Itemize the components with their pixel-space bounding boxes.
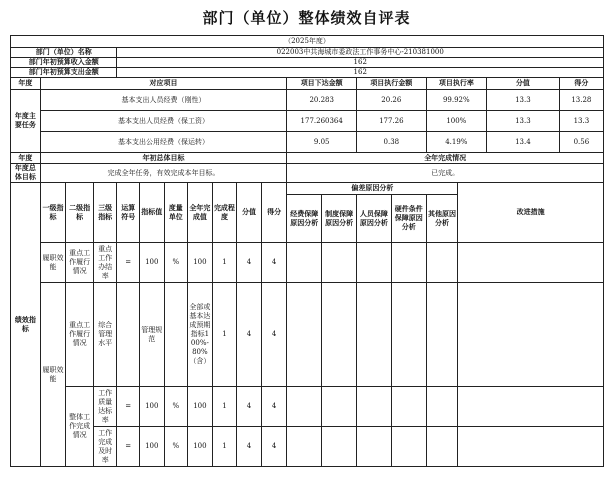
expense-label: 部门年初预算支出金额 bbox=[11, 68, 117, 78]
tasks-header-project: 对应项目 bbox=[40, 78, 287, 90]
dev-system-cell bbox=[322, 387, 357, 427]
task-rate: 99.92% bbox=[426, 90, 486, 111]
measures-cell bbox=[458, 243, 604, 283]
ind-operator: = bbox=[117, 387, 140, 427]
ind-done: 100 bbox=[188, 243, 213, 283]
measures-cell bbox=[458, 427, 604, 467]
task-rate: 4.19% bbox=[426, 132, 486, 153]
tasks-header-rate: 项目执行率 bbox=[426, 78, 486, 90]
task-points: 13.3 bbox=[487, 90, 560, 111]
ind-degree: 1 bbox=[212, 243, 237, 283]
dept-label: 部门（单位）名称 bbox=[11, 48, 117, 58]
dev-other-cell bbox=[426, 243, 458, 283]
task-rate: 100% bbox=[426, 111, 486, 132]
indicators-section-label: 绩效指标 bbox=[11, 183, 41, 467]
ind-header-unit: 度量单位 bbox=[164, 183, 188, 243]
dev-funding-cell bbox=[287, 283, 322, 387]
task-points: 13.4 bbox=[487, 132, 560, 153]
dept-value: 022003中共海城市委政法工作事务中心-210381000 bbox=[117, 48, 604, 58]
ind-header-operator: 运算符号 bbox=[117, 183, 140, 243]
income-row bbox=[11, 58, 604, 68]
goals-row bbox=[11, 164, 604, 183]
dev-funding-header: 经费保障原因分析 bbox=[287, 195, 322, 243]
dev-other-cell bbox=[426, 387, 458, 427]
evaluation-table bbox=[10, 35, 604, 467]
dev-system-cell bbox=[322, 283, 357, 387]
ind-degree: 1 bbox=[212, 283, 237, 387]
ind-done: 100 bbox=[188, 387, 213, 427]
dev-other-cell bbox=[426, 427, 458, 467]
dev-staff-header: 人员保障原因分析 bbox=[357, 195, 392, 243]
dev-staff-cell bbox=[357, 243, 392, 283]
tasks-header-score: 得分 bbox=[559, 78, 603, 90]
task-row bbox=[11, 132, 604, 153]
dept-row bbox=[11, 48, 604, 58]
ind-score: 4 bbox=[261, 283, 287, 387]
year-row bbox=[11, 36, 604, 48]
ind-level3: 工作完成及时率 bbox=[93, 427, 117, 467]
dev-hardware-header: 硬件条件保障原因分析 bbox=[391, 195, 426, 243]
goals-section-label: 年度总体目标 bbox=[11, 164, 41, 183]
task-allocated: 177.260364 bbox=[287, 111, 357, 132]
ind-header-level3: 三级指标 bbox=[93, 183, 117, 243]
ind-points: 4 bbox=[237, 283, 262, 387]
ind-level2: 整体工作完成情况 bbox=[66, 387, 94, 467]
income-label: 部门年初预算收入金额 bbox=[11, 58, 117, 68]
tasks-header-executed: 项目执行金额 bbox=[357, 78, 427, 90]
ind-unit: % bbox=[164, 387, 188, 427]
ind-header-value: 指标值 bbox=[139, 183, 164, 243]
ind-value: 100 bbox=[139, 387, 164, 427]
dev-staff-cell bbox=[357, 387, 392, 427]
goals-end-value: 已完成。 bbox=[287, 164, 604, 183]
dev-other-header: 其他原因分析 bbox=[426, 195, 458, 243]
dev-other-cell bbox=[426, 283, 458, 387]
ind-done: 全部或基本达成预期指标100%-80%（含） bbox=[188, 283, 213, 387]
ind-score: 4 bbox=[261, 243, 287, 283]
dev-staff-cell bbox=[357, 283, 392, 387]
ind-done: 100 bbox=[188, 427, 213, 467]
task-score: 13.28 bbox=[559, 90, 603, 111]
ind-degree: 1 bbox=[212, 387, 237, 427]
ind-level3: 重点工作办结率 bbox=[93, 243, 117, 283]
dev-staff-cell bbox=[357, 427, 392, 467]
indicators-deviation-row bbox=[11, 183, 604, 195]
task-project: 基本支出公用经费（保运转） bbox=[40, 132, 287, 153]
page-title: 部门（单位）整体绩效自评表 bbox=[202, 9, 411, 27]
deviation-header: 偏差原因分析 bbox=[287, 183, 458, 195]
fiscal-year: （2025年度） bbox=[11, 36, 604, 48]
task-score: 13.3 bbox=[559, 111, 603, 132]
ind-points: 4 bbox=[237, 387, 262, 427]
dev-system-cell bbox=[322, 243, 357, 283]
task-allocated: 9.05 bbox=[287, 132, 357, 153]
measures-cell bbox=[458, 387, 604, 427]
task-project: 基本支出人员经费（保工资） bbox=[40, 111, 287, 132]
dev-funding-cell bbox=[287, 427, 322, 467]
task-allocated: 20.283 bbox=[287, 90, 357, 111]
goals-start-header: 年初总体目标 bbox=[40, 153, 287, 164]
ind-value: 100 bbox=[139, 243, 164, 283]
ind-level3: 综合管理水平 bbox=[93, 283, 117, 387]
ind-score: 4 bbox=[261, 427, 287, 467]
indicator-row bbox=[11, 427, 604, 467]
task-row bbox=[11, 90, 604, 111]
dev-hardware-cell bbox=[391, 243, 426, 283]
dev-hardware-cell bbox=[391, 427, 426, 467]
goals-start-value: 完成全年任务，有效完成本年目标。 bbox=[40, 164, 287, 183]
expense-value: 162 bbox=[117, 68, 604, 78]
ind-level2: 重点工作履行情况 bbox=[66, 283, 94, 387]
tasks-header-allocated: 项目下达金额 bbox=[287, 78, 357, 90]
measures-header: 改进措施 bbox=[458, 183, 604, 243]
tasks-header-points: 分值 bbox=[487, 78, 560, 90]
ind-score: 4 bbox=[261, 387, 287, 427]
task-executed: 20.26 bbox=[357, 90, 427, 111]
measures-cell bbox=[458, 283, 604, 387]
ind-header-score: 得分 bbox=[261, 183, 287, 243]
tasks-year-label: 年度 bbox=[11, 78, 41, 90]
ind-operator: = bbox=[117, 243, 140, 283]
ind-operator: = bbox=[117, 427, 140, 467]
ind-header-points: 分值 bbox=[237, 183, 262, 243]
ind-header-done: 全年完成值 bbox=[188, 183, 213, 243]
indicator-row bbox=[11, 243, 604, 283]
task-points: 13.3 bbox=[487, 111, 560, 132]
income-value: 162 bbox=[117, 58, 604, 68]
ind-header-level2: 二级指标 bbox=[66, 183, 94, 243]
tasks-header-row bbox=[11, 78, 604, 90]
task-executed: 0.38 bbox=[357, 132, 427, 153]
ind-unit: % bbox=[164, 427, 188, 467]
dev-hardware-cell bbox=[391, 387, 426, 427]
dev-system-header: 制度保障原因分析 bbox=[322, 195, 357, 243]
ind-level3: 工作质量达标率 bbox=[93, 387, 117, 427]
task-row bbox=[11, 111, 604, 132]
indicator-row bbox=[11, 283, 604, 387]
ind-points: 4 bbox=[237, 427, 262, 467]
indicator-row bbox=[11, 387, 604, 427]
goals-end-header: 全年完成情况 bbox=[287, 153, 604, 164]
ind-degree: 1 bbox=[212, 427, 237, 467]
goals-header-row bbox=[11, 153, 604, 164]
goals-year-label: 年度 bbox=[11, 153, 41, 164]
ind-level1: 履职效能 bbox=[40, 283, 66, 467]
dev-funding-cell bbox=[287, 387, 322, 427]
dev-hardware-cell bbox=[391, 283, 426, 387]
ind-level2: 重点工作履行情况 bbox=[66, 243, 94, 283]
ind-unit: % bbox=[164, 243, 188, 283]
ind-header-level1: 一级指标 bbox=[40, 183, 66, 243]
ind-operator bbox=[117, 283, 140, 387]
dev-funding-cell bbox=[287, 243, 322, 283]
ind-unit bbox=[164, 283, 188, 387]
ind-value: 管理规范 bbox=[139, 283, 164, 387]
task-project: 基本支出人员经费（刚性） bbox=[40, 90, 287, 111]
ind-points: 4 bbox=[237, 243, 262, 283]
ind-header-degree: 完成程度 bbox=[212, 183, 237, 243]
task-executed: 177.26 bbox=[357, 111, 427, 132]
ind-level1: 履职效能 bbox=[40, 243, 66, 283]
task-score: 0.56 bbox=[559, 132, 603, 153]
tasks-section-label: 年度主要任务 bbox=[11, 90, 41, 153]
ind-value: 100 bbox=[139, 427, 164, 467]
expense-row bbox=[11, 68, 604, 78]
dev-system-cell bbox=[322, 427, 357, 467]
